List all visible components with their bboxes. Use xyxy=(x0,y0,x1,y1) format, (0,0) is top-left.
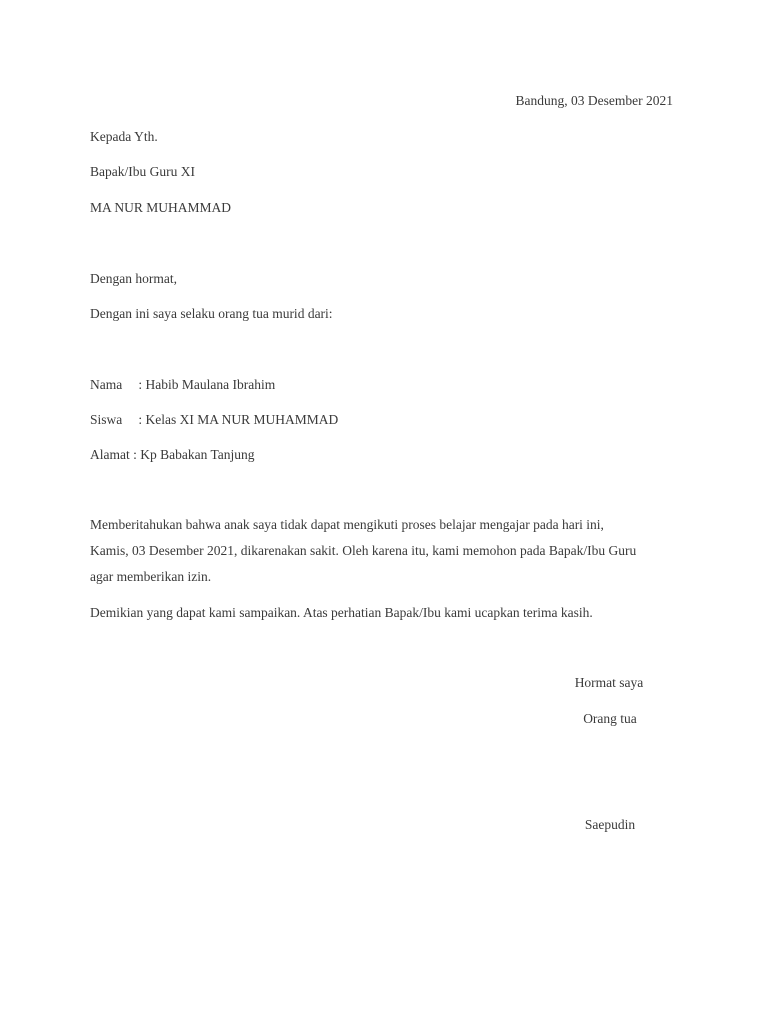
student-address-value: : Kp Babakan Tanjung xyxy=(133,447,255,462)
student-name-value: : Habib Maulana Ibrahim xyxy=(138,377,276,392)
student-class-row xyxy=(90,411,338,429)
place-date: Bandung, 03 Desember 2021 xyxy=(515,93,673,108)
signature-role: Orang tua xyxy=(583,711,637,726)
body-line-2: Kamis, 03 Desember 2021, dikarenakan sakit. Oleh karena itu, kami memohon pada Bapak/Ibu Guru xyxy=(90,543,637,558)
recipient-salutation: Kepada Yth. xyxy=(90,129,158,144)
signature-regards: Hormat saya xyxy=(574,675,644,690)
body-line-3: agar memberikan izin. xyxy=(90,569,212,584)
student-class-value: : Kelas XI MA NUR MUHAMMAD xyxy=(138,412,339,427)
greeting: Dengan hormat, xyxy=(90,271,177,286)
student-name-label: Nama xyxy=(90,377,123,392)
student-address-label: Alamat xyxy=(90,447,130,462)
intro-text: Dengan ini saya selaku orang tua murid dari: xyxy=(90,306,333,321)
closing-text: Demikian yang dapat kami sampaikan. Atas perhatian Bapak/Ibu kami ucapkan terima kasih. xyxy=(90,605,593,620)
student-name-row xyxy=(90,376,275,394)
recipient-line-2: MA NUR MUHAMMAD xyxy=(90,200,232,215)
student-address-row xyxy=(90,446,255,464)
body-line-1: Memberitahukan bahwa anak saya tidak dapat mengikuti proses belajar mengajar pada hari ini, xyxy=(90,517,604,532)
student-class-label: Siswa xyxy=(90,412,123,427)
body-paragraph xyxy=(90,512,670,590)
signature-name: Saepudin xyxy=(584,817,636,832)
recipient-line-1: Bapak/Ibu Guru XI xyxy=(90,164,195,179)
